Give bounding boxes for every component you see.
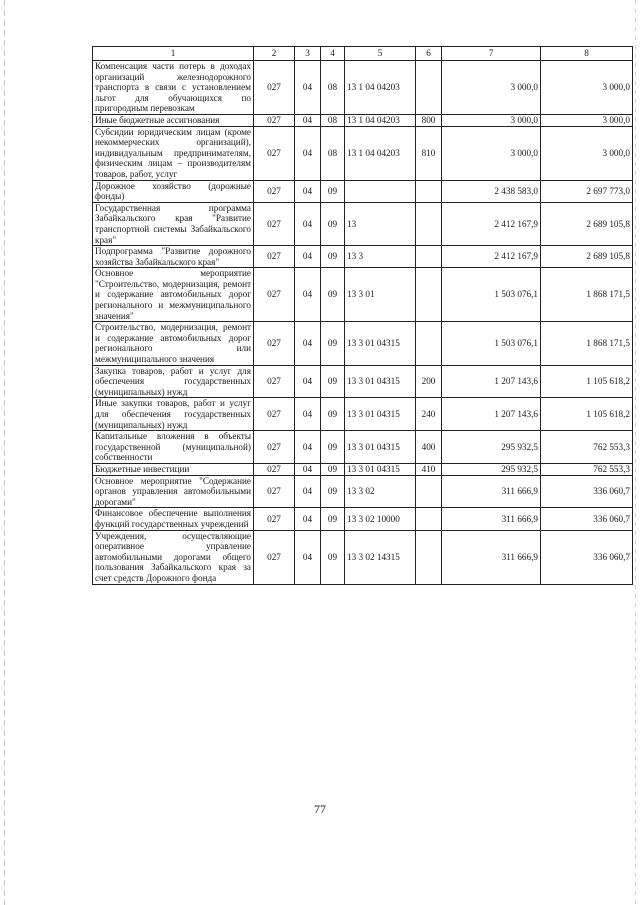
expense-type-code: 240 (416, 398, 442, 431)
table-row (93, 114, 633, 126)
table-row (93, 530, 633, 584)
amount-col-7: 2 438 583,0 (442, 180, 541, 202)
section-code: 04 (295, 398, 321, 431)
row-name: Бюджетные инвестиции (93, 463, 254, 475)
amount-col-8: 1 868 171,5 (541, 268, 633, 322)
table-header-row (93, 47, 633, 61)
amount-col-7: 295 932,5 (442, 463, 541, 475)
subsection-code: 09 (321, 475, 345, 508)
row-name: Финансовое обеспечение выполнения функций государственных учреждений (93, 508, 254, 530)
ministry-code: 027 (254, 475, 295, 508)
amount-col-7: 3 000,0 (442, 61, 541, 115)
expense-type-code: 810 (416, 126, 442, 180)
ministry-code: 027 (254, 126, 295, 180)
ministry-code: 027 (254, 180, 295, 202)
table-row (93, 180, 633, 202)
expense-type-code (416, 268, 442, 322)
ministry-code: 027 (254, 322, 295, 365)
expense-type-code (416, 508, 442, 530)
row-name: Иные закупки товаров, работ и услуг для обеспечения государственных (муниципальных) нужд (93, 398, 254, 431)
amount-col-7: 3 000,0 (442, 126, 541, 180)
section-code: 04 (295, 530, 321, 584)
ministry-code: 027 (254, 61, 295, 115)
amount-col-7: 2 412 167,9 (442, 246, 541, 268)
amount-col-8: 336 060,7 (541, 475, 633, 508)
row-name: Субсидии юридическим лицам (кроме некоммерческих организаций), индивидуальным предпринимателям, физическим лицам – производителям товаров, работ, услуг (93, 126, 254, 180)
amount-col-7: 311 666,9 (442, 508, 541, 530)
ministry-code: 027 (254, 463, 295, 475)
subsection-code: 09 (321, 246, 345, 268)
section-code: 04 (295, 114, 321, 126)
target-article-code: 13 1 04 04203 (345, 114, 416, 126)
section-code: 04 (295, 126, 321, 180)
amount-col-8: 2 697 773,0 (541, 180, 633, 202)
amount-col-8: 1 105 618,2 (541, 365, 633, 398)
amount-col-7: 311 666,9 (442, 530, 541, 584)
subsection-code: 09 (321, 508, 345, 530)
row-name: Дорожное хозяйство (дорожные фонды) (93, 180, 254, 202)
amount-col-7: 1 503 076,1 (442, 322, 541, 365)
subsection-code: 09 (321, 202, 345, 245)
row-name: Капитальные вложения в объекты государственной (муниципальной) собственности (93, 431, 254, 464)
target-article-code: 13 3 (345, 246, 416, 268)
table-row (93, 508, 633, 530)
amount-col-8: 2 689 105,8 (541, 202, 633, 245)
table-row (93, 398, 633, 431)
row-name: Компенсация части потерь в доходах организаций железнодорожного транспорта в связи с установлением льгот для обучающихся по пригородным перевозкам (93, 61, 254, 115)
section-code: 04 (295, 431, 321, 464)
ministry-code: 027 (254, 508, 295, 530)
row-name: Государственная программа Забайкальского края "Развитие транспортной системы Забайкальского края" (93, 202, 254, 245)
header-cell: 8 (541, 47, 633, 61)
row-name: Учреждения, осуществляющие оперативное управление автомобильными дорогами общего пользования Забайкальского края за счет средств Дорожного фонда (93, 530, 254, 584)
expense-type-code: 800 (416, 114, 442, 126)
amount-col-8: 1 868 171,5 (541, 322, 633, 365)
amount-col-7: 295 932,5 (442, 431, 541, 464)
ministry-code: 027 (254, 431, 295, 464)
section-code: 04 (295, 463, 321, 475)
table-row (93, 431, 633, 464)
subsection-code: 09 (321, 365, 345, 398)
header-cell: 5 (345, 47, 416, 61)
amount-col-8: 336 060,7 (541, 530, 633, 584)
subsection-code: 08 (321, 61, 345, 115)
header-cell: 4 (321, 47, 345, 61)
target-article-code: 13 1 04 04203 (345, 61, 416, 115)
amount-col-8: 762 553,3 (541, 431, 633, 464)
expense-type-code (416, 475, 442, 508)
ministry-code: 027 (254, 365, 295, 398)
ministry-code: 027 (254, 530, 295, 584)
section-code: 04 (295, 365, 321, 398)
header-cell: 3 (295, 47, 321, 61)
row-name: Подпрограмма "Развитие дорожного хозяйства Забайкальского края" (93, 246, 254, 268)
page-number: 77 (314, 802, 326, 816)
header-cell: 1 (93, 47, 254, 61)
table-row (93, 126, 633, 180)
header-cell: 7 (442, 47, 541, 61)
target-article-code: 13 3 02 10000 (345, 508, 416, 530)
budget-table (92, 46, 633, 585)
amount-col-7: 1 207 143,6 (442, 398, 541, 431)
target-article-code: 13 3 01 04315 (345, 365, 416, 398)
amount-col-7: 1 207 143,6 (442, 365, 541, 398)
table-row (93, 202, 633, 245)
ministry-code: 027 (254, 398, 295, 431)
table-row (93, 475, 633, 508)
target-article-code: 13 3 02 14315 (345, 530, 416, 584)
expense-type-code (416, 180, 442, 202)
amount-col-8: 3 000,0 (541, 61, 633, 115)
amount-col-8: 336 060,7 (541, 508, 633, 530)
section-code: 04 (295, 268, 321, 322)
target-article-code: 13 3 01 04315 (345, 463, 416, 475)
subsection-code: 08 (321, 126, 345, 180)
target-article-code: 13 3 02 (345, 475, 416, 508)
target-article-code: 13 3 01 (345, 268, 416, 322)
ministry-code: 027 (254, 202, 295, 245)
amount-col-7: 1 503 076,1 (442, 268, 541, 322)
section-code: 04 (295, 508, 321, 530)
target-article-code: 13 1 04 04203 (345, 126, 416, 180)
scan-edge-right (635, 0, 636, 905)
table-row (93, 463, 633, 475)
table-row (93, 246, 633, 268)
amount-col-7: 2 412 167,9 (442, 202, 541, 245)
subsection-code: 09 (321, 268, 345, 322)
amount-col-8: 762 553,3 (541, 463, 633, 475)
amount-col-8: 3 000,0 (541, 126, 633, 180)
table-row (93, 322, 633, 365)
amount-col-8: 3 000,0 (541, 114, 633, 126)
target-article-code: 13 3 01 04315 (345, 431, 416, 464)
amount-col-8: 2 689 105,8 (541, 246, 633, 268)
subsection-code: 09 (321, 322, 345, 365)
ministry-code: 027 (254, 114, 295, 126)
expense-type-code (416, 202, 442, 245)
amount-col-7: 3 000,0 (442, 114, 541, 126)
section-code: 04 (295, 180, 321, 202)
ministry-code: 027 (254, 268, 295, 322)
expense-type-code (416, 322, 442, 365)
expense-type-code (416, 246, 442, 268)
expense-type-code: 400 (416, 431, 442, 464)
row-name: Закупка товаров, работ и услуг для обеспечения государственных (муниципальных) нужд (93, 365, 254, 398)
row-name: Основное мероприятие "Строительство, модернизация, ремонт и содержание автомобильных дорог регионального и межмуниципального значения" (93, 268, 254, 322)
section-code: 04 (295, 61, 321, 115)
header-cell: 6 (416, 47, 442, 61)
table-row (93, 268, 633, 322)
expense-type-code (416, 61, 442, 115)
target-article-code: 13 3 01 04315 (345, 322, 416, 365)
subsection-code: 09 (321, 530, 345, 584)
expense-type-code: 410 (416, 463, 442, 475)
row-name: Строительство, модернизация, ремонт и содержание автомобильных дорог регионального или межмуниципального значения (93, 322, 254, 365)
section-code: 04 (295, 322, 321, 365)
amount-col-7: 311 666,9 (442, 475, 541, 508)
subsection-code: 09 (321, 398, 345, 431)
target-article-code: 13 3 01 04315 (345, 398, 416, 431)
section-code: 04 (295, 475, 321, 508)
row-name: Иные бюджетные ассигнования (93, 114, 254, 126)
subsection-code: 09 (321, 180, 345, 202)
scan-edge-left (4, 0, 5, 905)
expense-type-code: 200 (416, 365, 442, 398)
ministry-code: 027 (254, 246, 295, 268)
amount-col-8: 1 105 618,2 (541, 398, 633, 431)
section-code: 04 (295, 246, 321, 268)
subsection-code: 09 (321, 463, 345, 475)
expense-type-code (416, 530, 442, 584)
row-name: Основное мероприятие "Содержание органов управления автомобильными дорогами" (93, 475, 254, 508)
table-row (93, 365, 633, 398)
target-article-code (345, 180, 416, 202)
subsection-code: 08 (321, 114, 345, 126)
target-article-code: 13 (345, 202, 416, 245)
subsection-code: 09 (321, 431, 345, 464)
table-row (93, 61, 633, 115)
section-code: 04 (295, 202, 321, 245)
header-cell: 2 (254, 47, 295, 61)
